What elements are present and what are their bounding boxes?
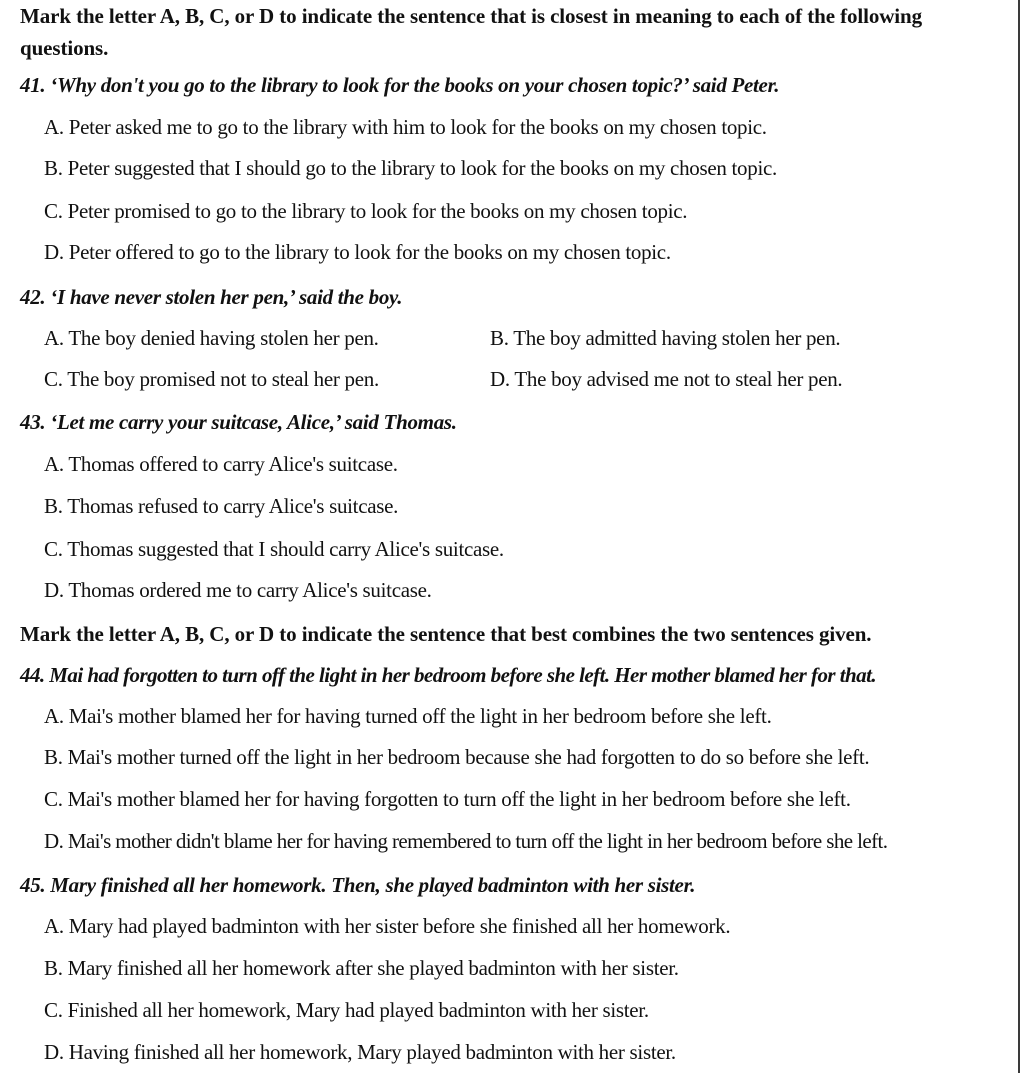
question-41-option-d[interactable]: D. Peter offered to go to the library to look for the books on my chosen topic. <box>44 240 671 264</box>
question-42-option-d[interactable]: D. The boy advised me not to steal her pen. <box>490 367 843 391</box>
question-43-option-d[interactable]: D. Thomas ordered me to carry Alice's suitcase. <box>44 578 432 602</box>
question-43-option-a[interactable]: A. Thomas offered to carry Alice's suitcase. <box>44 452 398 476</box>
page-right-border <box>1018 0 1020 1073</box>
question-42-stem: 42. ‘I have never stolen her pen,’ said the boy. <box>20 285 403 309</box>
question-44-option-c[interactable]: C. Mai's mother blamed her for having forgotten to turn off the light in her bedroom before she left. <box>44 787 851 811</box>
section1-instruction-line2: questions. <box>20 36 109 60</box>
question-45-option-b[interactable]: B. Mary finished all her homework after she played badminton with her sister. <box>44 956 679 980</box>
question-45-option-a[interactable]: A. Mary had played badminton with her sister before she finished all her homework. <box>44 914 731 938</box>
question-42-option-b[interactable]: B. The boy admitted having stolen her pen. <box>490 326 841 350</box>
section1-instruction-line1: Mark the letter A, B, C, or D to indicate the sentence that is closest in meaning to each of the following <box>20 4 923 28</box>
question-41-stem: 41. ‘Why don't you go to the library to look for the books on your chosen topic?’ said Peter. <box>20 73 780 97</box>
question-45-option-d[interactable]: D. Having finished all her homework, Mary played badminton with her sister. <box>44 1040 676 1064</box>
question-44-option-d[interactable]: D. Mai's mother didn't blame her for having remembered to turn off the light in her bedroom before she left. <box>44 829 888 853</box>
question-42-option-a[interactable]: A. The boy denied having stolen her pen. <box>44 326 379 350</box>
question-44-option-a[interactable]: A. Mai's mother blamed her for having turned off the light in her bedroom before she left. <box>44 704 772 728</box>
question-45-option-c[interactable]: C. Finished all her homework, Mary had played badminton with her sister. <box>44 998 649 1022</box>
section2-instruction: Mark the letter A, B, C, or D to indicate the sentence that best combines the two sentences given. <box>20 622 872 646</box>
question-41-option-c[interactable]: C. Peter promised to go to the library to look for the books on my chosen topic. <box>44 199 688 223</box>
question-43-option-c[interactable]: C. Thomas suggested that I should carry Alice's suitcase. <box>44 537 504 561</box>
question-44-stem: 44. Mai had forgotten to turn off the light in her bedroom before she left. Her mother blamed her for that. <box>20 663 877 687</box>
question-45-stem: 45. Mary finished all her homework. Then, she played badminton with her sister. <box>20 873 696 897</box>
question-42-option-c[interactable]: C. The boy promised not to steal her pen. <box>44 367 379 391</box>
question-41-option-a[interactable]: A. Peter asked me to go to the library with him to look for the books on my chosen topic. <box>44 115 767 139</box>
question-44-option-b[interactable]: B. Mai's mother turned off the light in her bedroom because she had forgotten to do so before she left. <box>44 745 870 769</box>
question-43-stem: 43. ‘Let me carry your suitcase, Alice,’ said Thomas. <box>20 410 457 434</box>
question-43-option-b[interactable]: B. Thomas refused to carry Alice's suitcase. <box>44 494 399 518</box>
question-41-option-b[interactable]: B. Peter suggested that I should go to the library to look for the books on my chosen topic. <box>44 156 777 180</box>
